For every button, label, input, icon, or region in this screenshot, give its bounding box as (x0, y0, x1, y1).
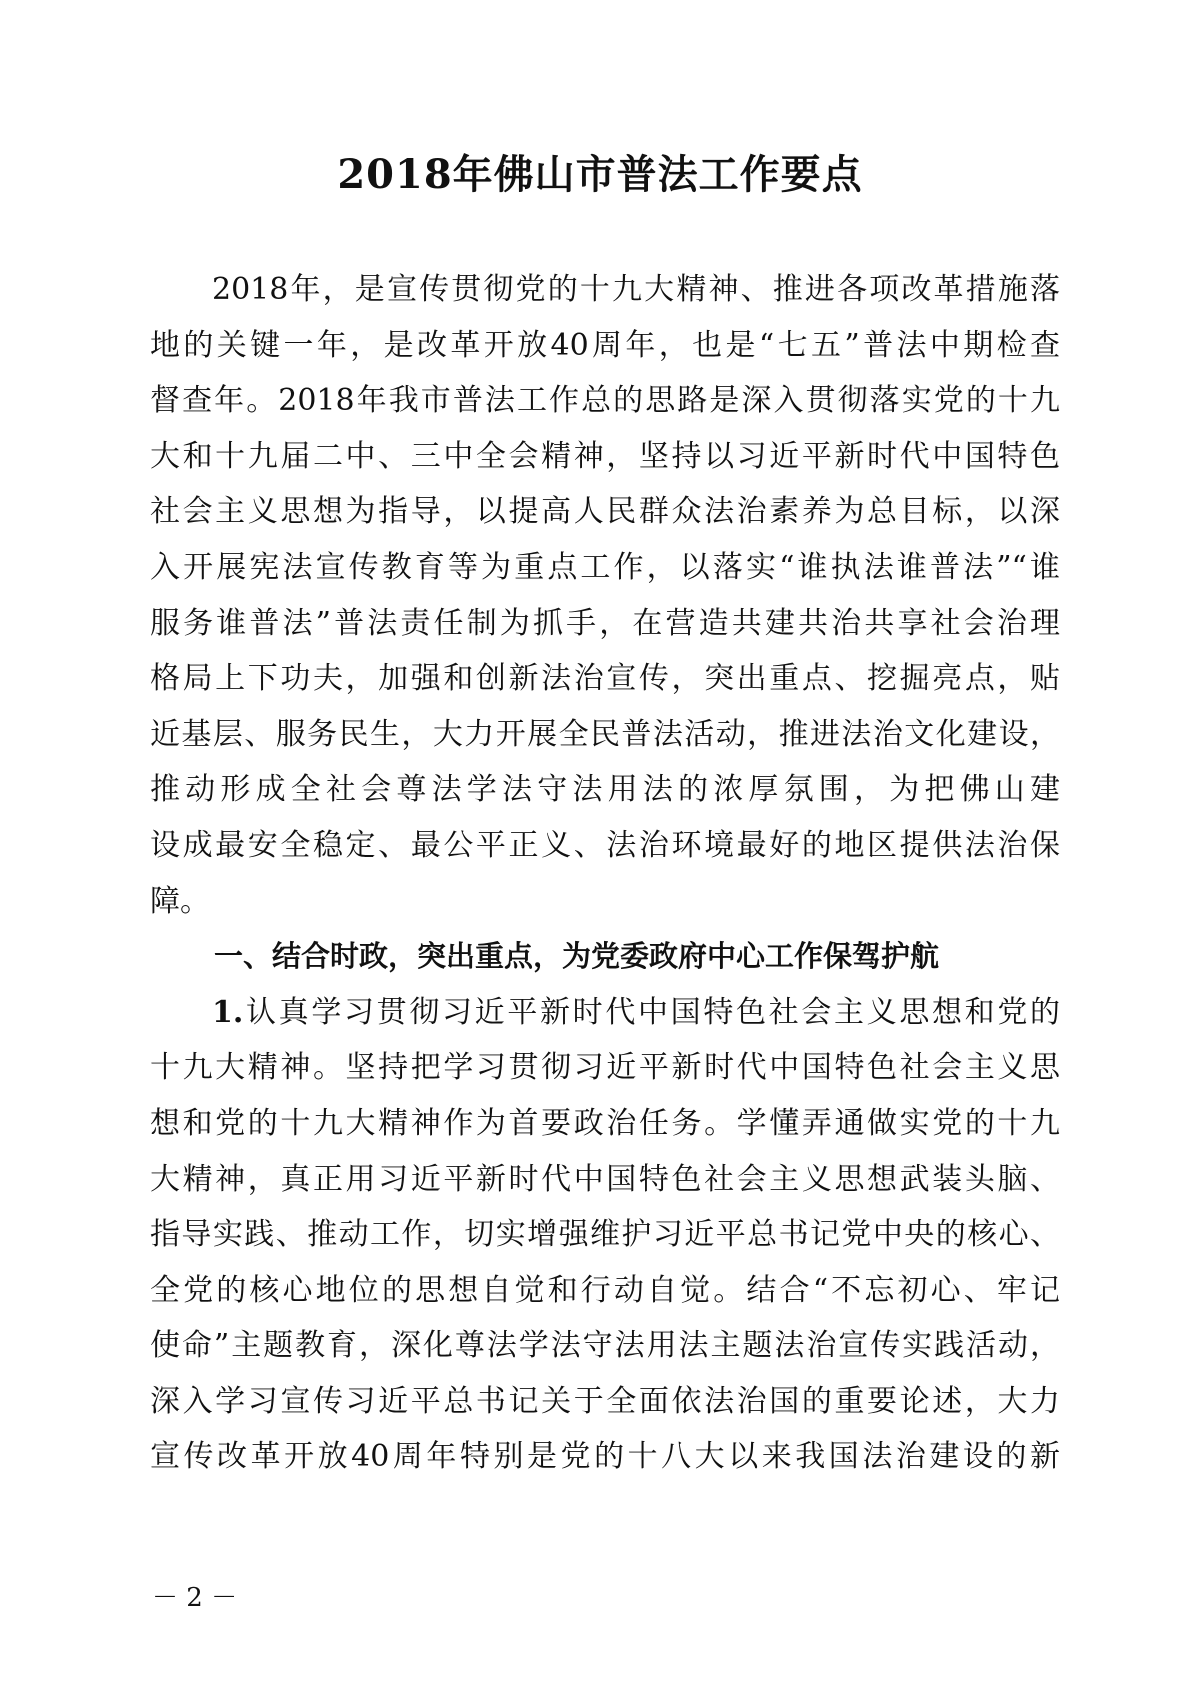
item-line: 认真学习贯彻习近平新时代中国特色社会主义思想和党的 (243, 994, 1060, 1030)
document-title: 2018年佛山市普法工作要点 (337, 151, 863, 198)
document-body (150, 262, 1060, 1485)
section-heading: 一、结合时政，突出重点，为党委政府中心工作保驾护航 (214, 939, 940, 974)
item-line: 十九大精神。坚持把学习贯彻习近平新时代中国特色社会主义思 (150, 1050, 1060, 1086)
intro-line: 格局上下功夫，加强和创新法治宣传，突出重点、挖掘亮点，贴 (150, 661, 1060, 697)
intro-line: 大和十九届二中、三中全会精神，坚持以习近平新时代中国特色 (150, 438, 1060, 474)
intro-line: 设成最安全稳定、最公平正义、法治环境最好的地区提供法治保 (150, 827, 1060, 863)
item-line: 指导实践、推动工作，切实增强维护习近平总书记党中央的核心、 (150, 1217, 1060, 1253)
intro-line: 近基层、服务民生，大力开展全民普法活动，推进法治文化建设， (150, 716, 1060, 752)
item-line: 全党的核心地位的思想自觉和行动自觉。结合“不忘初心、牢记 (150, 1272, 1060, 1308)
item-line: 使命”主题教育，深化尊法学法守法用法主题法治宣传实践活动， (150, 1328, 1060, 1364)
item-number: 1. (212, 994, 244, 1030)
intro-line: 2018年，是宣传贯彻党的十九大精神、推进各项改革措施落 (212, 272, 1060, 307)
item-line: 想和党的十九大精神作为首要政治任务。学懂弄通做实党的十九 (150, 1105, 1060, 1141)
intro-line: 服务谁普法”普法责任制为抓手，在营造共建共治共享社会治理 (150, 605, 1060, 641)
intro-line: 督查年。2018年我市普法工作总的思路是深入贯彻落实党的十九 (150, 383, 1060, 419)
item-line: 大精神，真正用习近平新时代中国特色社会主义思想武装头脑、 (150, 1161, 1060, 1197)
intro-line: 推动形成全社会尊法学法守法用法的浓厚氛围，为把佛山建 (150, 772, 1060, 808)
page-number: － 2 － (152, 1583, 238, 1613)
item-line: 深入学习宣传习近平总书记关于全面依法治国的重要论述，大力 (150, 1383, 1060, 1419)
intro-line: 地的关键一年，是改革开放40周年，也是“七五”普法中期检查 (150, 327, 1060, 363)
item-first-line (150, 985, 1060, 1041)
item-line: 宣传改革开放40周年特别是党的十八大以来我国法治建设的新 (150, 1439, 1060, 1475)
intro-line: 社会主义思想为指导，以提高人民群众法治素养为总目标，以深 (150, 494, 1060, 530)
intro-line: 障。 (150, 883, 210, 919)
intro-line: 入开展宪法宣传教育等为重点工作，以落实“谁执法谁普法”“谁 (150, 549, 1060, 585)
